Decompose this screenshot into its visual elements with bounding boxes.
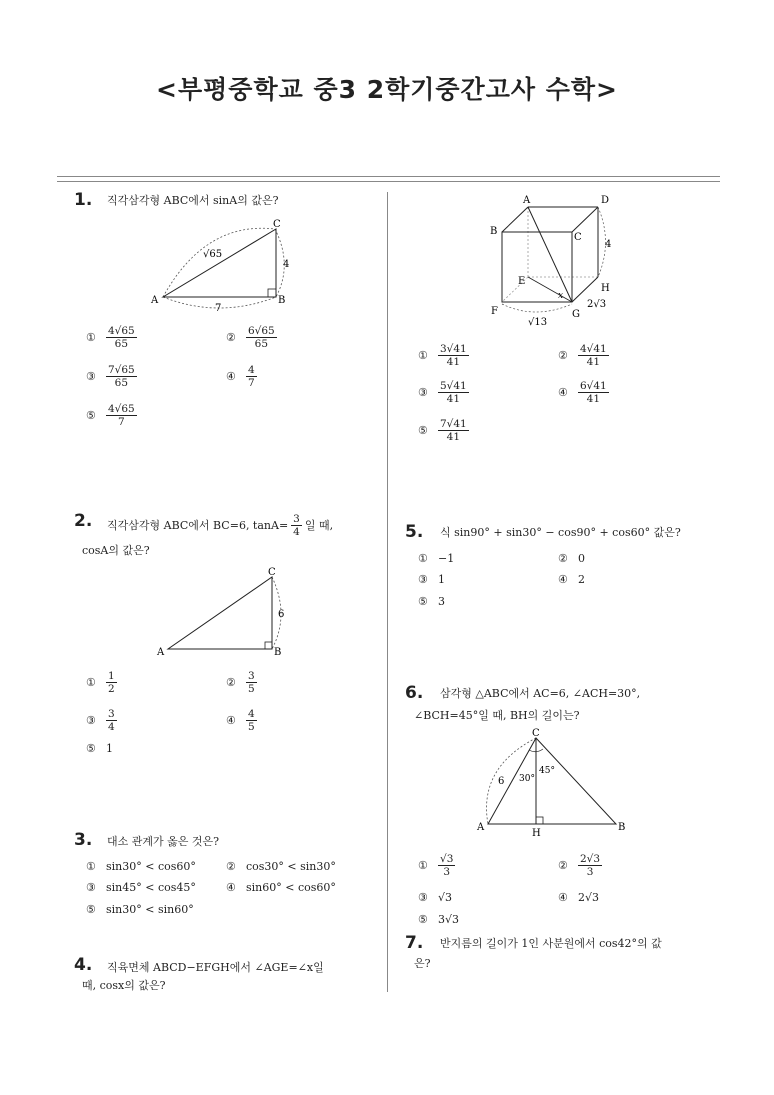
q1-option-5-num: 4√65 <box>108 403 135 415</box>
q5-option-5-value: 3 <box>438 595 445 608</box>
q2-option-4[interactable] <box>226 708 257 733</box>
q2-text-part1: 직각삼각형 ABC에서 BC=6, tanA= <box>107 518 289 532</box>
q4-option-4[interactable] <box>558 380 609 405</box>
q1-label-base: 7 <box>215 303 222 314</box>
q6-option-5[interactable] <box>418 913 459 926</box>
page-title: <부평중학교 중3 2학기중간고사 수학> <box>156 75 618 104</box>
q6-option-4[interactable] <box>558 891 599 904</box>
q4-number: 4. <box>74 955 93 975</box>
q6-text-line2: ∠BCH=45°일 때, BH의 길이는? <box>414 709 580 722</box>
q6-text-line1: 삼각형 △ABC에서 AC=6, ∠ACH=30°, <box>440 687 641 700</box>
q6-label-c: C <box>532 728 540 739</box>
q6-option-2-mark: ② <box>558 859 568 872</box>
q4-label-d: D <box>601 195 610 206</box>
q4-label-d1: 4 <box>605 239 612 250</box>
q2-option-2-num: 3 <box>248 670 255 682</box>
q3-option-5-mark: ⑤ <box>86 903 96 916</box>
q4-option-3-num: 5√41 <box>440 380 467 392</box>
q6-option-1-num: √3 <box>440 853 454 865</box>
q4-figure <box>485 190 625 330</box>
q2-option-2-mark: ② <box>226 676 236 689</box>
q1-option-5-den: 7 <box>118 416 125 428</box>
q6-label-h: H <box>532 828 541 839</box>
q2-option-4-den: 5 <box>248 721 255 733</box>
q1-option-3-den: 65 <box>114 377 129 389</box>
q5-option-2-value: 0 <box>578 552 585 565</box>
q6-option-1-mark: ① <box>418 859 428 872</box>
q1-option-4-den: 7 <box>248 377 255 389</box>
q6-option-3[interactable] <box>418 891 452 904</box>
q4-option-1-num: 3√41 <box>440 343 467 355</box>
q4-option-4-den: 41 <box>586 393 601 405</box>
q6-figure <box>470 728 640 840</box>
q4-label-d2: 2√3 <box>587 299 607 310</box>
q1-option-4-mark: ④ <box>226 370 236 383</box>
q2-option-3-num: 3 <box>108 708 115 720</box>
q5-option-4-mark: ④ <box>558 573 568 586</box>
q6-label-a1: 30° <box>519 774 535 784</box>
q3-option-5[interactable] <box>86 903 194 916</box>
q5-option-5[interactable] <box>418 595 445 608</box>
q4-option-4-num: 6√41 <box>580 380 607 392</box>
q4-option-5-num: 7√41 <box>440 418 467 430</box>
q4-text-line2: 때, cosx의 값은? <box>82 979 166 992</box>
q5-option-2-mark: ② <box>558 552 568 565</box>
q3-option-4-value: sin60° < cos60° <box>246 881 336 894</box>
q4-option-1-den: 41 <box>446 356 461 368</box>
q5-option-3-mark: ③ <box>418 573 428 586</box>
q4-option-5[interactable] <box>418 418 469 443</box>
q5-option-3-value: 1 <box>438 573 445 586</box>
q2-option-1-mark: ① <box>86 676 96 689</box>
q5-option-3[interactable] <box>418 573 445 586</box>
q3-option-4[interactable] <box>226 881 336 894</box>
q2-option-2[interactable] <box>226 670 257 695</box>
q4-label-f: F <box>491 306 498 317</box>
q3-option-1-mark: ① <box>86 860 96 873</box>
q1-option-2-mark: ② <box>226 331 236 344</box>
q5-option-1[interactable] <box>418 552 454 565</box>
q4-option-1[interactable] <box>418 343 469 368</box>
q2-option-4-mark: ④ <box>226 714 236 727</box>
q5-option-1-mark: ① <box>418 552 428 565</box>
q7-text-line1: 반지름의 길이가 1인 사분원에서 cos42°의 값 <box>440 937 662 950</box>
q2-option-1-den: 2 <box>108 683 115 695</box>
q4-label-c: C <box>574 232 582 243</box>
q4-option-5-den: 41 <box>446 431 461 443</box>
q5-option-1-value: −1 <box>438 552 455 565</box>
q4-option-3[interactable] <box>418 380 469 405</box>
q5-option-5-mark: ⑤ <box>418 595 428 608</box>
q3-option-3-value: sin45° < cos45° <box>106 881 196 894</box>
q1-option-2-den: 65 <box>254 338 269 350</box>
q4-option-2-num: 4√41 <box>580 343 607 355</box>
q4-option-4-mark: ④ <box>558 386 568 399</box>
q4-label-g: G <box>572 309 580 320</box>
q3-option-3[interactable] <box>86 881 196 894</box>
q3-number: 3. <box>74 830 93 850</box>
q1-option-3-mark: ③ <box>86 370 96 383</box>
q6-number: 6. <box>405 683 424 703</box>
q3-option-1[interactable] <box>86 860 196 873</box>
q1-label-b: B <box>278 295 286 306</box>
q6-option-2[interactable] <box>558 853 602 878</box>
q6-label-side: 6 <box>498 776 505 787</box>
q6-option-2-num: 2√3 <box>580 853 601 865</box>
q6-option-3-value: √3 <box>438 891 453 904</box>
q3-option-2-mark: ② <box>226 860 236 873</box>
q1-option-5[interactable] <box>86 403 137 428</box>
q2-option-1[interactable] <box>86 670 117 695</box>
q1-option-1[interactable] <box>86 325 137 350</box>
q2-option-5[interactable] <box>86 742 113 755</box>
q6-option-5-value: 3√3 <box>438 913 460 926</box>
q2-number: 2. <box>74 511 93 531</box>
q1-option-3-num: 7√65 <box>108 364 135 376</box>
q1-option-2-num: 6√65 <box>248 325 275 337</box>
header-divider-top <box>57 176 720 177</box>
q6-option-1[interactable] <box>418 853 455 878</box>
q1-label-a: A <box>151 295 159 306</box>
q4-label-x: x <box>558 291 564 301</box>
q3-option-2-value: cos30° < sin30° <box>246 860 336 873</box>
q2-text-part2: 일 때, <box>304 518 334 532</box>
q1-option-2[interactable] <box>226 325 277 350</box>
q4-label-d3: √13 <box>528 317 548 328</box>
q3-option-4-mark: ④ <box>226 881 236 894</box>
q6-option-2-den: 3 <box>586 866 594 878</box>
q1-figure <box>145 215 305 315</box>
q2-option-1-num: 1 <box>108 670 115 682</box>
q6-option-4-value: 2√3 <box>578 891 600 904</box>
q1-label-hyp: √65 <box>203 249 223 260</box>
q1-option-3[interactable] <box>86 364 137 389</box>
q1-option-4-num: 4 <box>248 364 255 376</box>
column-divider <box>387 192 388 992</box>
q2-option-3-mark: ③ <box>86 714 96 727</box>
q4-option-1-mark: ① <box>418 349 428 362</box>
q1-option-1-mark: ① <box>86 331 96 344</box>
header-divider-bottom <box>57 181 720 182</box>
q3-text: 대소 관계가 옳은 것은? <box>107 835 220 848</box>
q2-tan-den: 4 <box>293 526 300 538</box>
q2-option-5-value: 1 <box>106 742 113 755</box>
q6-option-3-mark: ③ <box>418 891 428 904</box>
q2-option-3-den: 4 <box>108 721 115 733</box>
q2-label-c: C <box>268 567 276 578</box>
q1-option-1-den: 65 <box>114 338 129 350</box>
q5-option-4-value: 2 <box>578 573 585 586</box>
q4-option-2-mark: ② <box>558 349 568 362</box>
q6-label-a: A <box>477 822 485 833</box>
q4-label-b: B <box>490 226 498 237</box>
q4-label-e: E <box>518 276 526 287</box>
q2-text-line2: cosA의 값은? <box>82 544 150 557</box>
q6-label-b: B <box>618 822 626 833</box>
q4-label-a: A <box>523 195 531 206</box>
q1-text: 직각삼각형 ABC에서 sinA의 값은? <box>107 194 279 207</box>
q2-tan-num: 3 <box>293 513 300 525</box>
q2-label-side: 6 <box>278 609 285 620</box>
q1-option-5-mark: ⑤ <box>86 409 96 422</box>
q4-option-3-mark: ③ <box>418 386 428 399</box>
q2-option-5-mark: ⑤ <box>86 742 96 755</box>
q2-figure <box>150 565 300 660</box>
q2-option-2-den: 5 <box>248 683 255 695</box>
q4-text-line1: 직육면체 ABCD−EFGH에서 ∠AGE=∠x일 <box>107 961 324 974</box>
q2-label-b: B <box>274 647 282 658</box>
q5-option-2[interactable] <box>558 552 585 565</box>
q4-option-5-mark: ⑤ <box>418 424 428 437</box>
q3-option-3-mark: ③ <box>86 881 96 894</box>
q3-option-2[interactable] <box>226 860 336 873</box>
q1-number: 1. <box>74 190 93 210</box>
q6-option-1-den: 3 <box>443 866 451 878</box>
q4-option-3-den: 41 <box>446 393 461 405</box>
q2-text-line1 <box>107 513 333 538</box>
q2-option-4-num: 4 <box>248 708 255 720</box>
q7-text-line2: 은? <box>414 957 431 970</box>
q4-label-h: H <box>601 283 610 294</box>
q1-option-4[interactable] <box>226 364 257 389</box>
q5-option-4[interactable] <box>558 573 585 586</box>
q3-option-5-value: sin30° < sin60° <box>106 903 194 916</box>
q7-number: 7. <box>405 933 424 953</box>
q5-number: 5. <box>405 522 424 542</box>
q1-option-1-num: 4√65 <box>108 325 135 337</box>
q4-option-2[interactable] <box>558 343 609 368</box>
q1-label-c: C <box>273 219 281 230</box>
q6-option-4-mark: ④ <box>558 891 568 904</box>
q2-label-a: A <box>157 647 165 658</box>
q6-option-5-mark: ⑤ <box>418 913 428 926</box>
q3-option-1-value: sin30° < cos60° <box>106 860 196 873</box>
q4-option-2-den: 41 <box>586 356 601 368</box>
q2-option-3[interactable] <box>86 708 117 733</box>
q5-text: 식 sin90° + sin30° − cos90° + cos60° 값은? <box>440 526 681 539</box>
q6-label-a2: 45° <box>539 766 555 776</box>
q1-label-side: 4 <box>283 259 290 270</box>
